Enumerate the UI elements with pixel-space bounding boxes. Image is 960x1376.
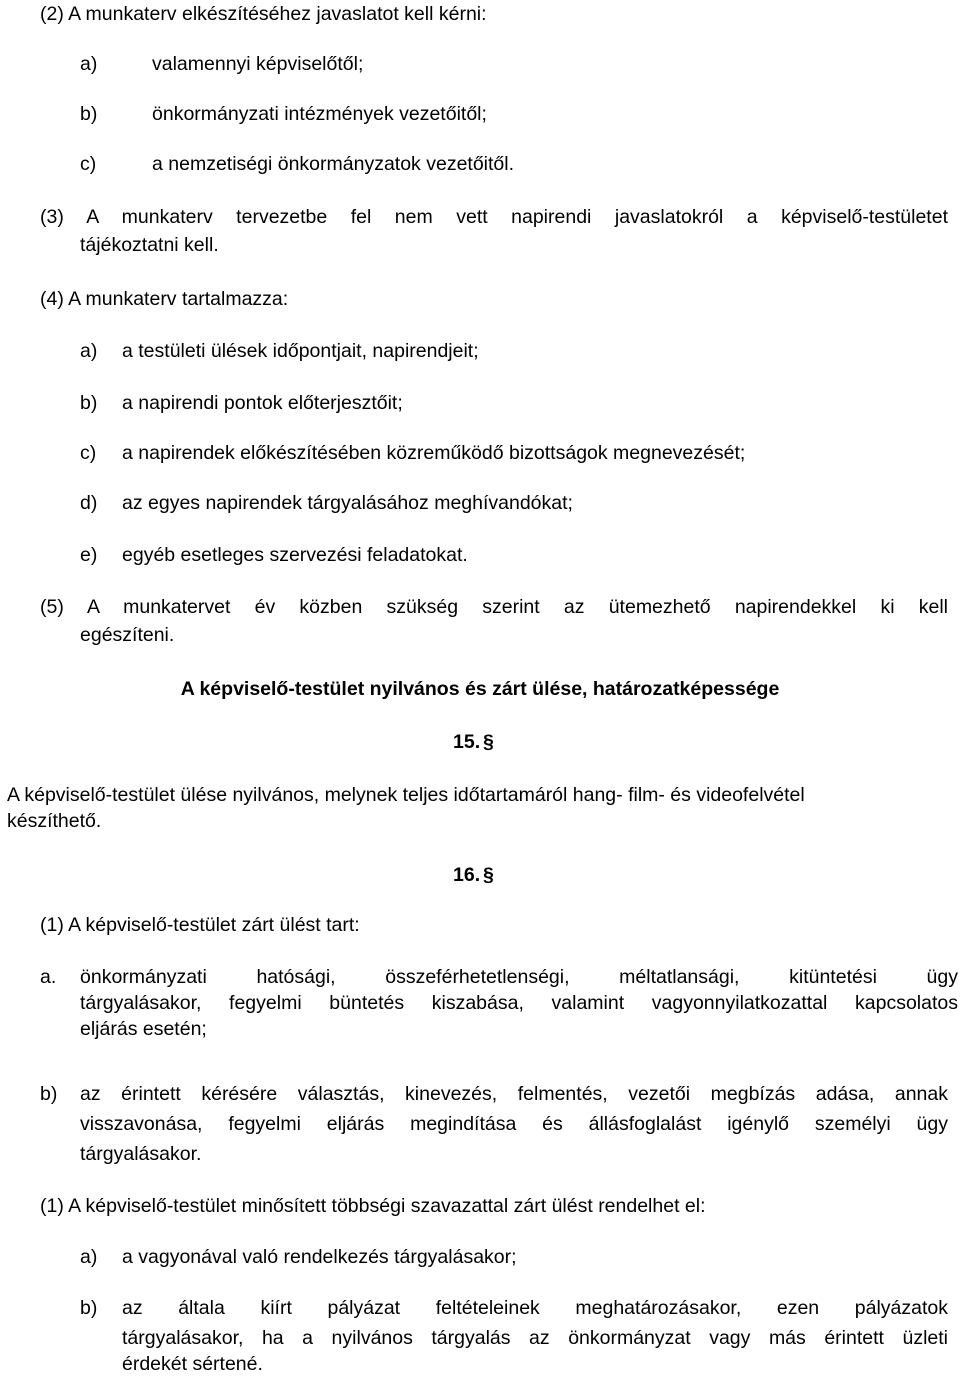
list-item-text: eljárás esetén; xyxy=(80,1018,207,1040)
list-item-label: a) xyxy=(80,1246,98,1268)
section-sign-icon: § xyxy=(483,864,494,886)
paragraph-qualified-intro: (1) A képviselő-testület minősített többségi szavazattal zárt ülést rendelhet el: xyxy=(40,1195,706,1217)
list-item-label: a) xyxy=(80,340,98,362)
list-item-text: önkormányzati hatósági, összeférhetetlenségi, méltatlansági, kitüntetési ügy xyxy=(80,966,958,988)
list-item-text: visszavonása, fegyelmi eljárás megindítása és állásfoglalást igénylő személyi ügy xyxy=(80,1113,948,1135)
list-item-text: az általa kiírt pályázat feltételeinek meghatározásakor, ezen pályázatok xyxy=(122,1297,948,1319)
list-item-text: tárgyalásakor, ha a nyilvános tárgyalás az önkormányzat vagy más érintett üzleti xyxy=(122,1327,948,1349)
section-16-intro: (1) A képviselő-testület zárt ülést tart: xyxy=(40,914,360,936)
list-item-text: a vagyonával való rendelkezés tárgyalásakor; xyxy=(122,1246,517,1268)
list-item-text: a nemzetiségi önkormányzatok vezetőitől. xyxy=(152,153,515,175)
paragraph-5-line: egészíteni. xyxy=(80,624,175,646)
list-item-label: e) xyxy=(80,544,98,566)
list-item-text: egyéb esetleges szervezési feladatokat. xyxy=(122,544,468,566)
list-item-label: a. xyxy=(40,966,57,988)
list-item-label: c) xyxy=(80,442,97,464)
list-item-label: d) xyxy=(80,492,98,514)
list-item-text: tárgyalásakor, fegyelmi büntetés kiszabása, valamint vagyonnyilatkozattal kapcsolatos xyxy=(80,992,958,1014)
list-item-text: tárgyalásakor. xyxy=(80,1143,202,1165)
paragraph-4-intro: (4) A munkaterv tartalmazza: xyxy=(40,288,289,310)
section-number-15: 15. xyxy=(453,731,481,753)
list-item-text: az érintett kérésére választás, kinevezés, felmentés, vezetői megbízás adása, annak xyxy=(80,1083,948,1105)
list-item-text: az egyes napirendek tárgyalásához meghívandókat; xyxy=(122,492,573,514)
paragraph-5-line: (5) A munkatervet év közben szükség szerint az ütemezhető napirendekkel ki kell xyxy=(40,596,948,618)
list-item-text: a napirendi pontok előterjesztőit; xyxy=(122,392,403,414)
list-item-text: a napirendek előkészítésében közreműködő bizottságok megnevezését; xyxy=(122,442,746,464)
list-item-label: b) xyxy=(80,392,98,414)
paragraph-3-line: (3) A munkaterv tervezetbe fel nem vett napirendi javaslatokról a képviselő-testületet xyxy=(40,206,948,228)
list-item-text: valamennyi képviselőtől; xyxy=(152,53,364,75)
list-item-text: önkormányzati intézmények vezetőitől; xyxy=(152,103,487,125)
section-15-line: A képviselő-testület ülése nyilvános, melynek teljes időtartamáról hang- film- és videofelvétel xyxy=(7,784,805,806)
section-heading: A képviselő-testület nyilvános és zárt ülése, határozatképessége xyxy=(180,678,780,700)
paragraph-2-intro: (2) A munkaterv elkészítéséhez javaslatot kell kérni: xyxy=(40,3,487,25)
section-15-line: készíthető. xyxy=(7,810,102,832)
list-item-text: a testületi ülések időpontjait, napirendjeit; xyxy=(122,340,479,362)
list-item-text: érdekét sértené. xyxy=(122,1353,263,1375)
section-sign-icon: § xyxy=(483,731,494,753)
list-item-label: b) xyxy=(40,1083,58,1105)
list-item-label: b) xyxy=(80,103,98,125)
list-item-label: b) xyxy=(80,1297,98,1319)
paragraph-3-line: tájékoztatni kell. xyxy=(80,234,219,256)
section-number-16: 16. xyxy=(453,864,481,886)
list-item-label: a) xyxy=(80,53,98,75)
list-item-label: c) xyxy=(80,153,97,175)
